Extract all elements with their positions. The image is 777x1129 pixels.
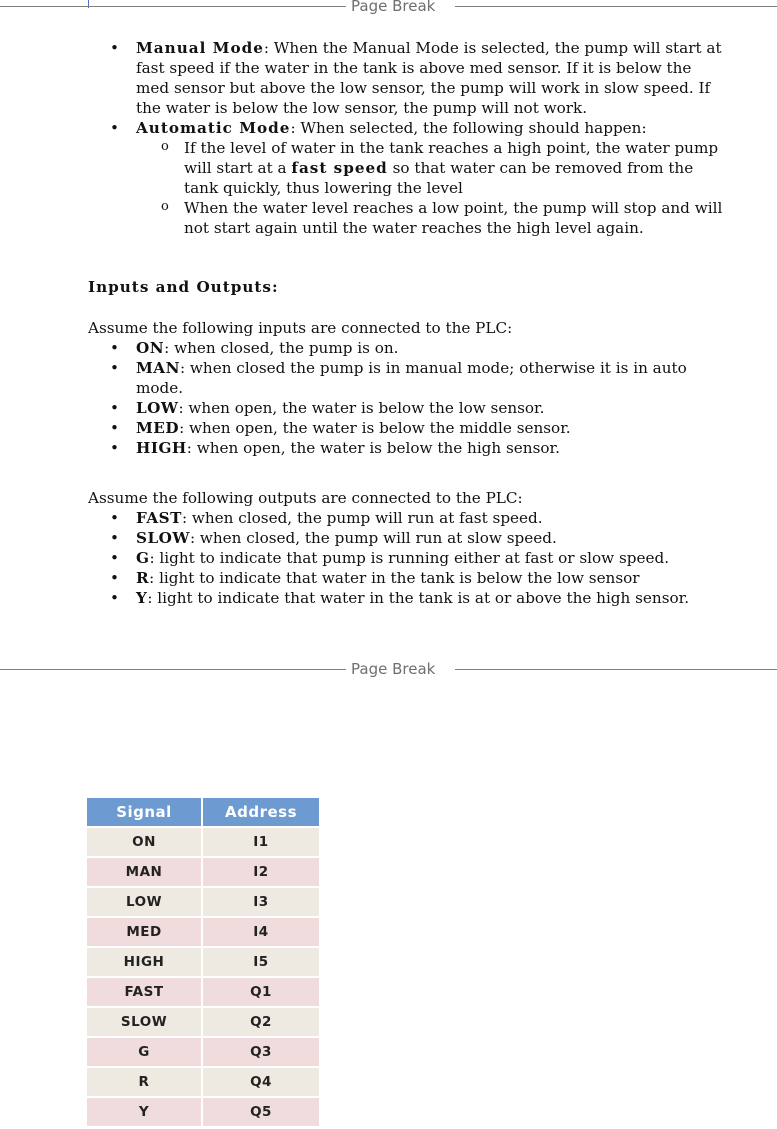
signal-cell: MAN bbox=[87, 858, 201, 886]
io-heading: Inputs and Outputs: bbox=[88, 278, 279, 296]
mode-item-automatic: • Automatic Mode: When selected, the following should happen: o If the level of water in the tank reaches a high point, the water pump will start at a fast speed so that water can be removed from the tank quickly, thus lowering the level o When the water level reaches a low point, the pump will stop and will not start again until the water reaches the high level again. bbox=[88, 118, 728, 238]
address-cell: Q5 bbox=[203, 1098, 319, 1126]
header-address: Address bbox=[203, 798, 319, 826]
signal-address-table bbox=[85, 796, 321, 1128]
address-cell: Q2 bbox=[203, 1008, 319, 1036]
inputs-list bbox=[88, 338, 728, 458]
automatic-steps bbox=[136, 138, 728, 238]
table-row bbox=[87, 1098, 319, 1126]
modes-list bbox=[88, 38, 728, 238]
signal-cell: G bbox=[87, 1038, 201, 1066]
signal-cell: ON bbox=[87, 828, 201, 856]
document-body bbox=[88, 0, 728, 608]
table-row bbox=[87, 978, 319, 1006]
outputs-intro: Assume the following outputs are connected to the PLC: bbox=[88, 489, 523, 507]
address-cell: I2 bbox=[203, 858, 319, 886]
list-item: • G: light to indicate that pump is running either at fast or slow speed. bbox=[88, 548, 728, 568]
list-item: • MAN: when closed the pump is in manual mode; otherwise it is in auto mode. bbox=[88, 358, 728, 398]
table-row bbox=[87, 948, 319, 976]
table-row bbox=[87, 918, 319, 946]
list-item: • R: light to indicate that water in the tank is below the low sensor bbox=[88, 568, 728, 588]
table-row bbox=[87, 1038, 319, 1066]
table-row bbox=[87, 888, 319, 916]
address-cell: I1 bbox=[203, 828, 319, 856]
list-item: • FAST: when closed, the pump will run at fast speed. bbox=[88, 508, 728, 528]
outputs-list bbox=[88, 508, 728, 608]
address-cell: I4 bbox=[203, 918, 319, 946]
address-cell: I5 bbox=[203, 948, 319, 976]
header-signal: Signal bbox=[87, 798, 201, 826]
address-cell: I3 bbox=[203, 888, 319, 916]
table-header-row bbox=[87, 798, 319, 826]
signal-cell: LOW bbox=[87, 888, 201, 916]
address-cell: Q4 bbox=[203, 1068, 319, 1096]
signal-cell: MED bbox=[87, 918, 201, 946]
list-item: • LOW: when open, the water is below the low sensor. bbox=[88, 398, 728, 418]
table-row bbox=[87, 828, 319, 856]
auto-step-high: o If the level of water in the tank reaches a high point, the water pump will start at a fast speed so that water can be removed from the tank quickly, thus lowering the level bbox=[136, 138, 728, 198]
page-break-label: Page Break bbox=[351, 660, 436, 678]
inputs-intro: Assume the following inputs are connected to the PLC: bbox=[88, 319, 513, 337]
address-cell: Q1 bbox=[203, 978, 319, 1006]
signal-cell: SLOW bbox=[87, 1008, 201, 1036]
list-item: • MED: when open, the water is below the middle sensor. bbox=[88, 418, 728, 438]
page-break-label: Page Break bbox=[351, 0, 436, 15]
list-item: • HIGH: when open, the water is below the high sensor. bbox=[88, 438, 728, 458]
auto-step-low: o When the water level reaches a low point, the pump will stop and will not start again until the water reaches the high level again. bbox=[136, 198, 728, 238]
signal-cell: R bbox=[87, 1068, 201, 1096]
table-row bbox=[87, 858, 319, 886]
signal-cell: Y bbox=[87, 1098, 201, 1126]
mode-item-manual: • Manual Mode: When the Manual Mode is selected, the pump will start at fast speed if the water in the tank is above med sensor. If it is below the med sensor but above the low sensor, the pump will work in slow speed. If the water is below the low sensor, the pump will not work. bbox=[88, 38, 728, 118]
table-row bbox=[87, 1068, 319, 1096]
list-item: • ON: when closed, the pump is on. bbox=[88, 338, 728, 358]
signal-cell: HIGH bbox=[87, 948, 201, 976]
table-row bbox=[87, 1008, 319, 1036]
page-break-middle bbox=[0, 661, 777, 681]
signal-cell: FAST bbox=[87, 978, 201, 1006]
address-cell: Q3 bbox=[203, 1038, 319, 1066]
list-item: • Y: light to indicate that water in the tank is at or above the high sensor. bbox=[88, 588, 728, 608]
list-item: • SLOW: when closed, the pump will run at slow speed. bbox=[88, 528, 728, 548]
